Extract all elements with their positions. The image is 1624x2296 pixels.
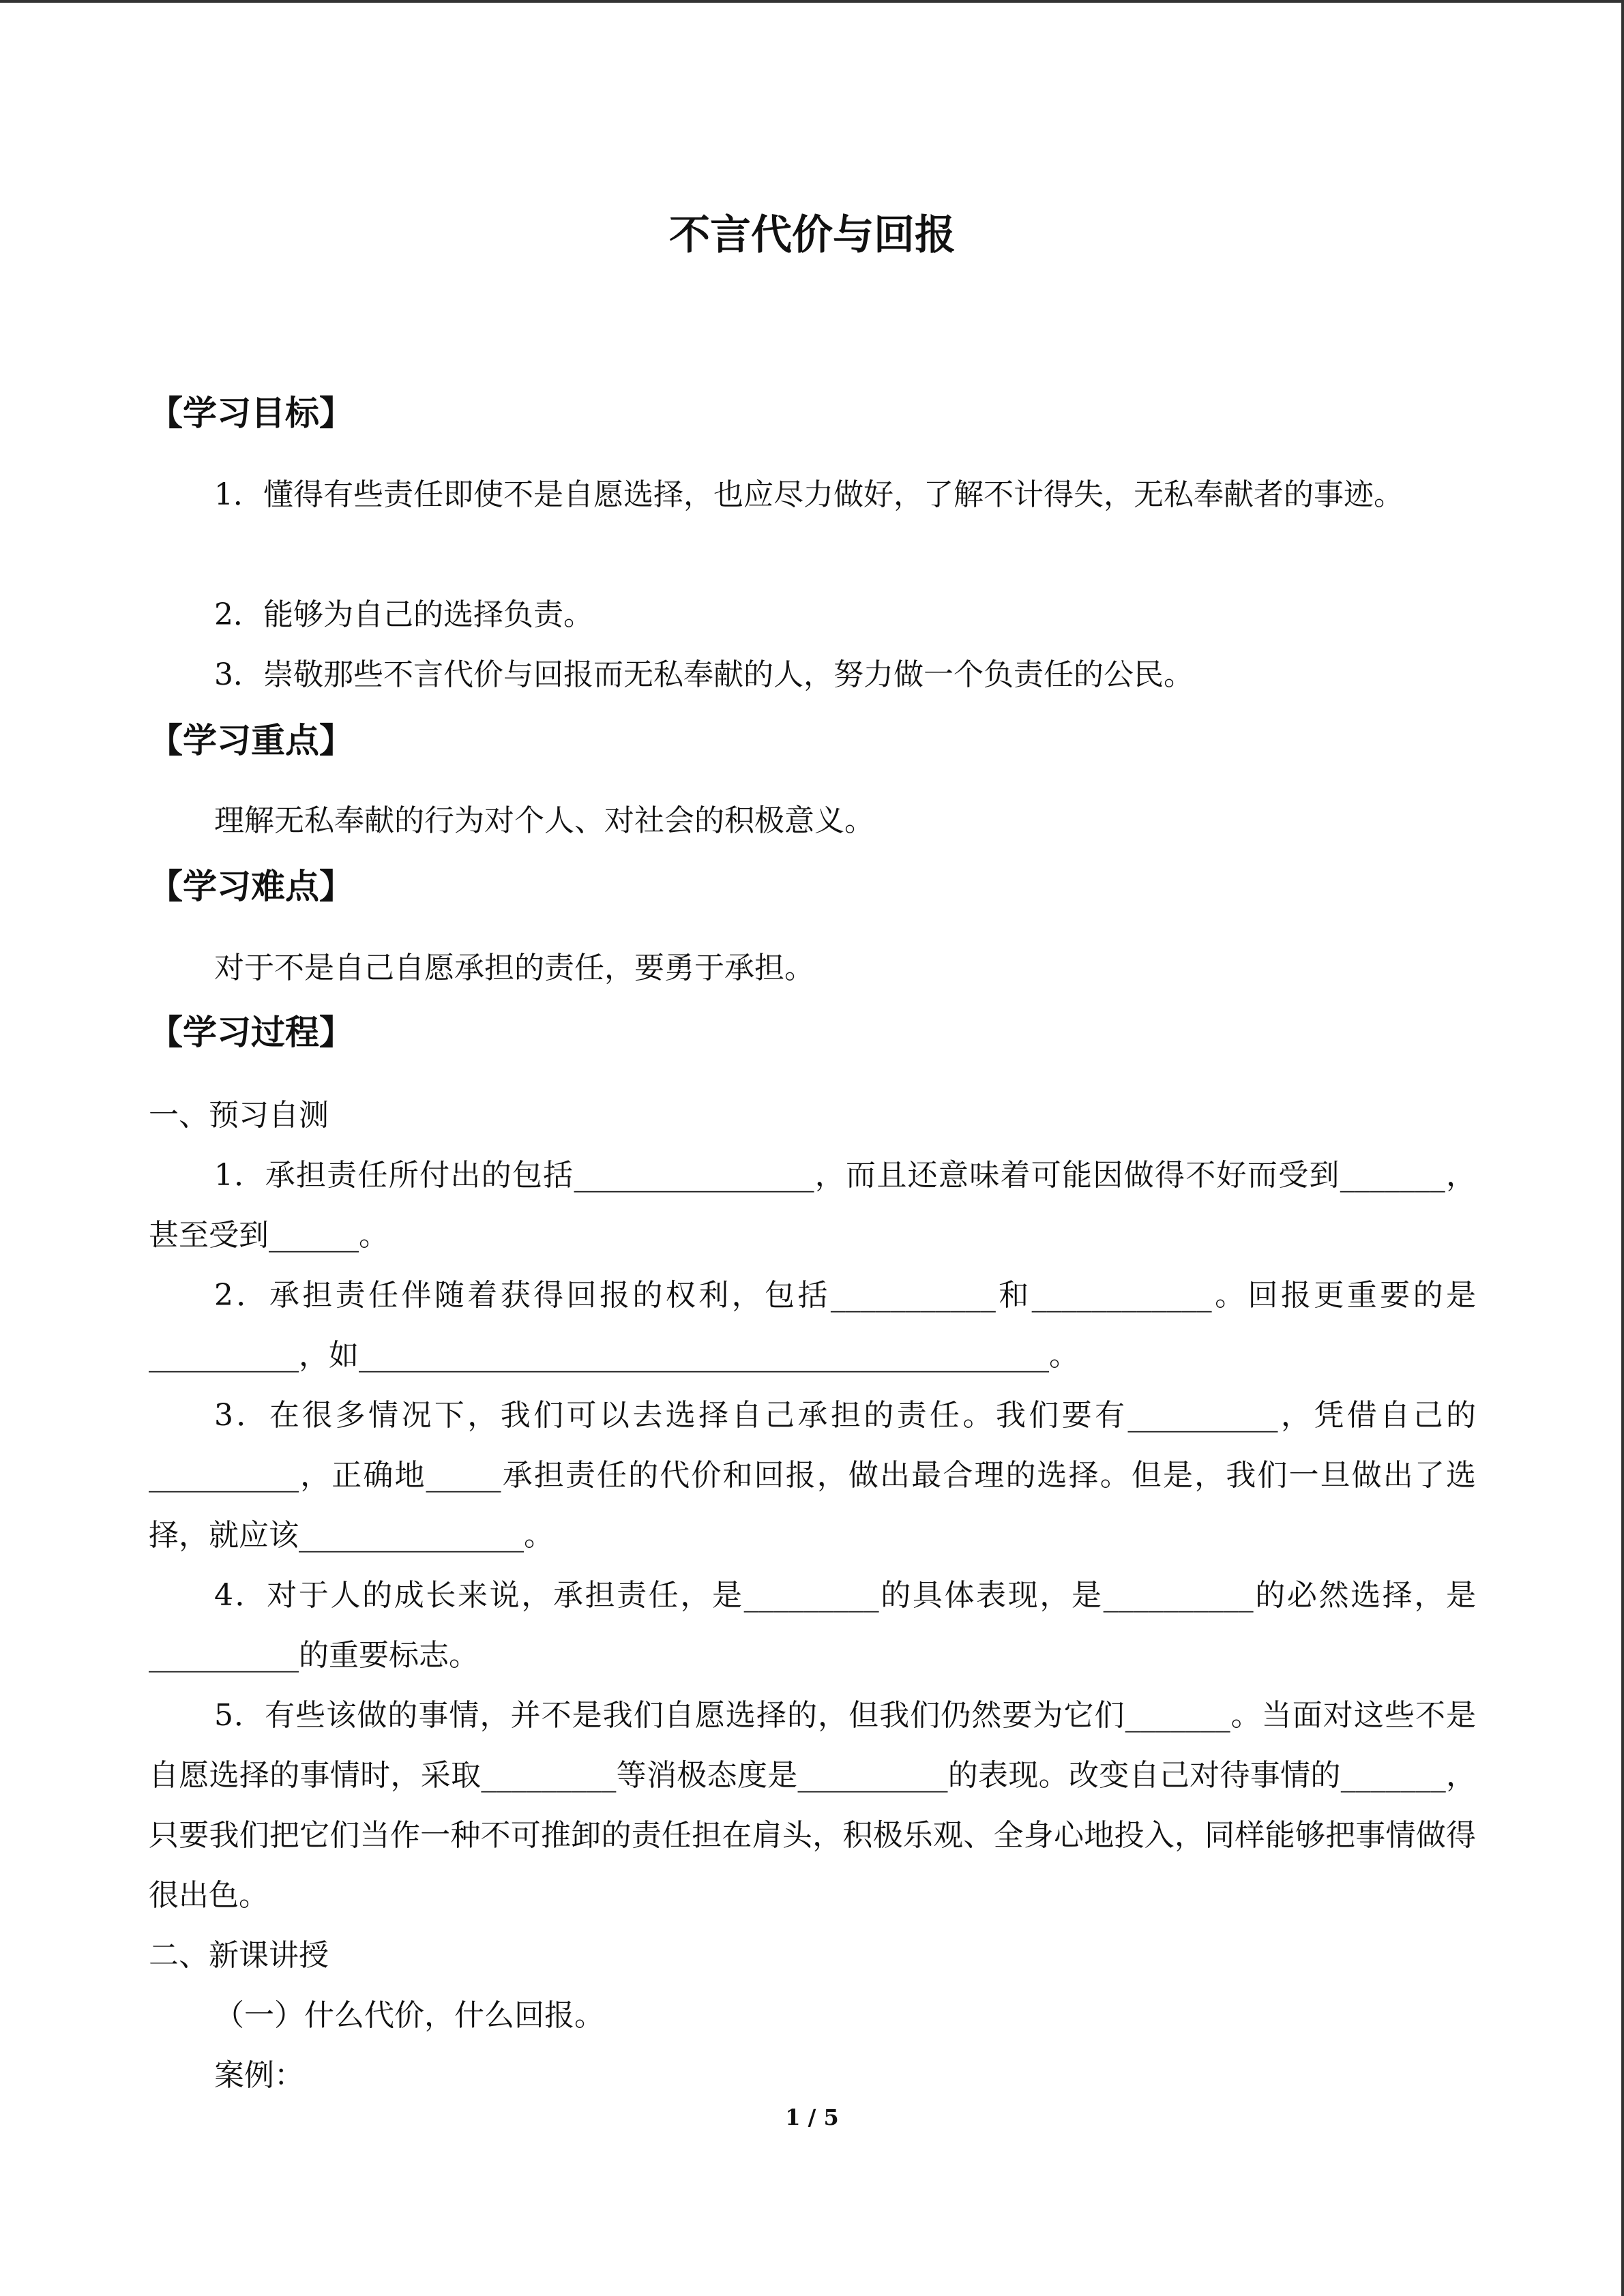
question-2: 2．承担责任伴随着获得回报的权利，包括___________和____________。回报更重要的是__________，如______________________________________________。 bbox=[149, 1278, 1476, 1373]
case-label: 案例： bbox=[214, 2058, 304, 2093]
key-points-text: 理解无私奉献的行为对个人、对社会的积极意义。 bbox=[214, 803, 874, 838]
process-heading: 【学习过程】 bbox=[149, 1013, 353, 1052]
question-3: 3．在很多情况下，我们可以去选择自己承担的责任。我们要有__________，凭借自己的__________，正确地_____承担责任的代价和回报，做出最合理的选择。但是，我们一旦做出了选择，就应该_______________。 bbox=[149, 1398, 1476, 1553]
goal-item-3: 3．崇敬那些不言代价与回报而无私奉献的人，努力做一个负责任的公民。 bbox=[214, 657, 1194, 692]
page-right-border bbox=[1621, 0, 1624, 2296]
difficulties-text: 对于不是自己自愿承担的责任，要勇于承担。 bbox=[214, 951, 814, 985]
part2-subtitle: （一）什么代价，什么回报。 bbox=[214, 1998, 604, 2033]
question-4: 4．对于人的成长来说，承担责任，是_________的具体表现，是__________的必然选择，是__________的重要标志。 bbox=[149, 1578, 1476, 1673]
key-points-heading: 【学习重点】 bbox=[149, 721, 353, 760]
page-top-border bbox=[0, 0, 1624, 3]
goal-item-2: 2．能够为自己的选择负责。 bbox=[214, 597, 593, 632]
difficulties-heading: 【学习难点】 bbox=[149, 867, 353, 906]
part2-title: 二、新课讲授 bbox=[149, 1938, 329, 1973]
question-5: 5．有些该做的事情，并不是我们自愿选择的，但我们仍然要为它们_______。当面对这些不是自愿选择的事情时，采取_________等消极态度是__________的表现。改变自己对待事情的_______，只要我们把它们当作一种不可推卸的责任担在肩头，积极乐观、全身心地投入，同样能够把事情做得很出色。 bbox=[149, 1698, 1476, 1913]
goals-heading: 【学习目标】 bbox=[149, 393, 353, 433]
question-1: 1．承担责任所付出的包括________________，而且还意味着可能因做得不好而受到_______，甚至受到______。 bbox=[149, 1158, 1476, 1253]
page-number: 1 / 5 bbox=[785, 2104, 839, 2130]
goal-item-1: 1．懂得有些责任即使不是自愿选择，也应尽力做好，了解不计得失，无私奉献者的事迹。 bbox=[214, 477, 1404, 512]
page-title: 不言代价与回报 bbox=[669, 211, 956, 259]
part1-title: 一、预习自测 bbox=[149, 1098, 329, 1133]
